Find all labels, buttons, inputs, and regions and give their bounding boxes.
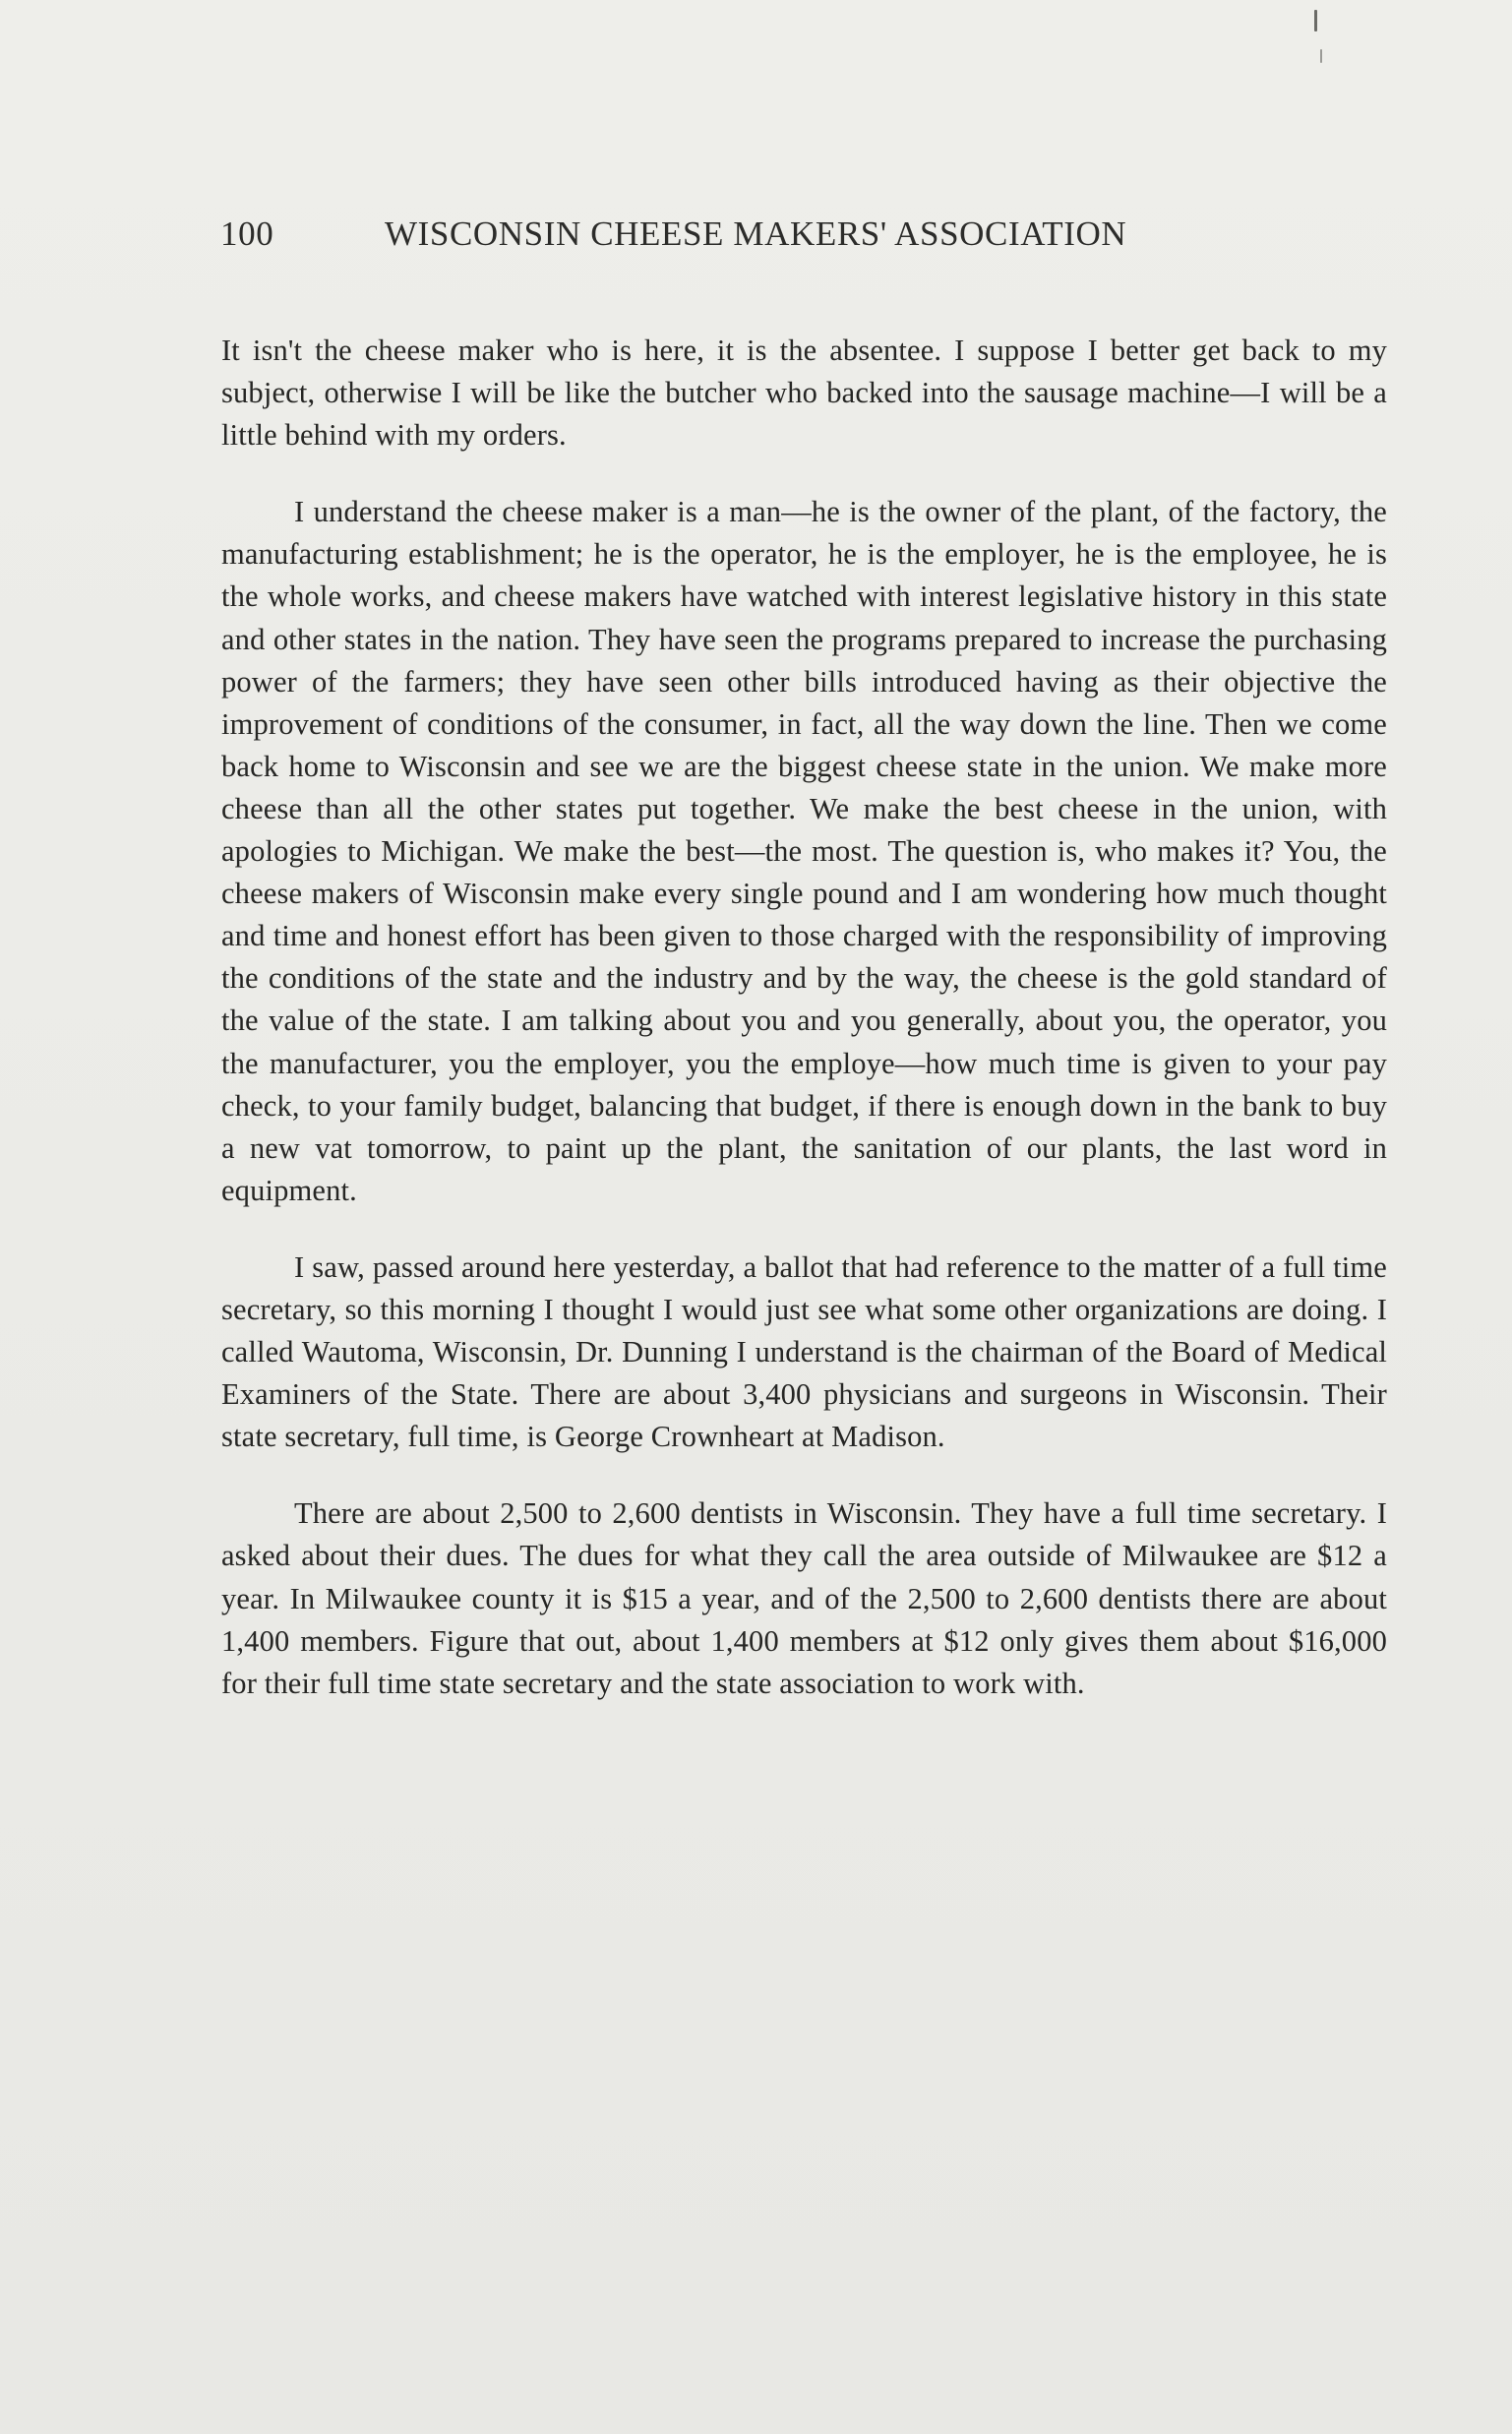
scan-mark-side <box>1320 49 1322 63</box>
paragraph: I understand the cheese maker is a man—he is the owner of the plant, of the factory, the manufacturing establishment; he is the operator, he is the employer, he is the employee, he is the whole works, and cheese makers have watched with interest legislative history in this state and other states in the nation. They have seen the programs prepared to increase the purchasing power of the farmers; they have seen other bills introduced having as their objective the improvement of conditions of the consumer, in fact, all the way down the line. Then we come back home to Wisconsin and see we are the biggest cheese state in the union. We make more cheese than all the other states put together. We make the best cheese in the union, with apologies to Michigan. We make the best—the most. The question is, who makes it? You, the cheese makers of Wisconsin make every single pound and I am wondering how much thought and time and honest effort has been given to those charged with the responsibility of improving the conditions of the state and the industry and by the way, the cheese is the gold standard of the value of the state. I am talking about you and you generally, about you, the operator, you the manufacturer, you the employer, you the employe—how much time is given to your pay check, to your family budget, balancing that budget, if there is enough down in the bank to buy a new vat tomorrow, to paint up the plant, the sanitation of our plants, the last word in equipment. <box>221 495 1387 1207</box>
scan-mark-top <box>1314 10 1317 31</box>
paragraph: I saw, passed around here yesterday, a ballot that had reference to the matter of a full time secretary, so this morning I thought I would just see what some other organizations are doing. I called Wautoma, Wisconsin, Dr. Dunning I understand is the chairman of the Board of Medical Examiners of the State. There are about 3,400 physicians and surgeons in Wisconsin. Their state secretary, full time, is George Crownheart at Madison. <box>221 1249 1387 1454</box>
body-text <box>221 330 1387 1739</box>
running-title: WISCONSIN CHEESE MAKERS' ASSOCIATION <box>385 214 1127 253</box>
page-number: 100 <box>220 214 274 253</box>
paragraph: There are about 2,500 to 2,600 dentists in Wisconsin. They have a full time secretary. I asked about their dues. The dues for what they call the area outside of Milwaukee are $12 a year. In Milwaukee county it is $15 a year, and of the 2,500 to 2,600 dentists there are about 1,400 members. Figure that out, about 1,400 members at $12 only gives them about $16,000 for their full time state secretary and the state association to work with. <box>221 1496 1387 1700</box>
page-header <box>220 214 1273 262</box>
paragraph: It isn't the cheese maker who is here, it is the absentee. I suppose I better get back to my subject, otherwise I will be like the butcher who backed into the sausage machine—I will be a little behind with my orders. <box>221 334 1387 453</box>
